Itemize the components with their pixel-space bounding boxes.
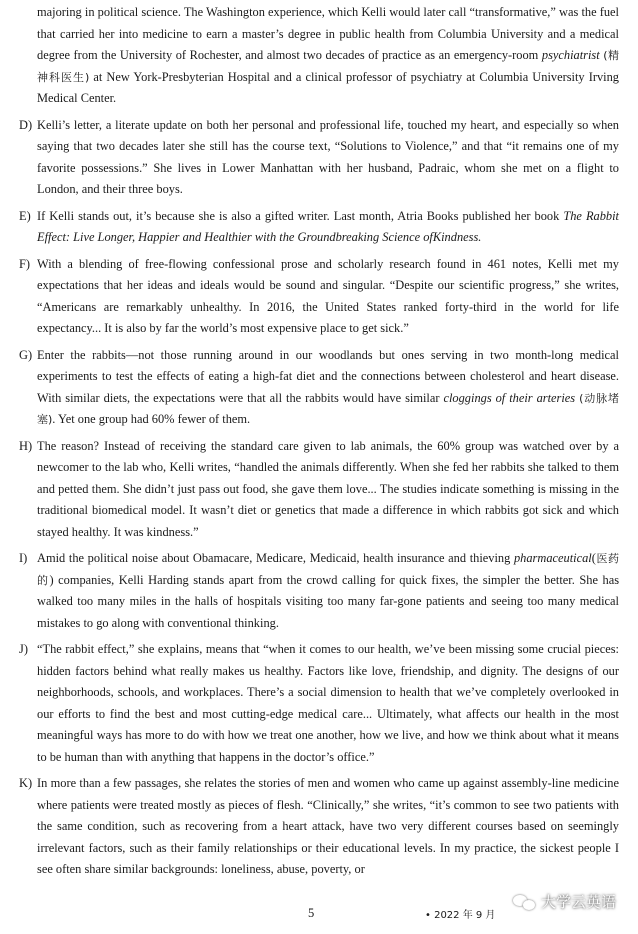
text-segment: ness, abuse, poverty, or — [249, 862, 365, 876]
paragraph-label: G) — [19, 347, 33, 362]
text-segment: ) companies, Kelli Harding stands apart from the crowd calling for quick fixes, the simpler the better. She has walked too many miles in the halls of hospitals visiting too many far-gone patients and seeing too many medical mistakes to go along with conventional thinking. — [37, 572, 620, 630]
paragraph-text — [37, 2, 619, 110]
text-segment: With a blending of free-flowing confessional prose and scholarly research found in 461 notes, Kelli met my expectations that her ideas and ideals would be sound and singular. “Despite our scientific progress,” she writes, “Americans are remarkably unhealthy. In 2016, the United States ranked forty-third in the world for life expectancy... It is also by far the world’s most expensive place to get sick.” — [37, 256, 619, 335]
paragraph-h — [19, 436, 619, 544]
italic-term: psychiatrist — [541, 48, 600, 62]
text-segment: Kelli’s letter, a literate update on both her personal and professional life, touched my heart, and especially so when saying that two decades later she still has the course text, “Solutions to Violence,” and that “it remains one of my favorite possessions.” She lives in Lower Manhattan with her husband, Padraic, whom she met on a flight to London, and their three boys. — [37, 117, 619, 196]
watermark — [513, 892, 616, 914]
paragraph-continued — [19, 2, 619, 110]
paragraph-j — [19, 639, 619, 768]
chinese-gloss: 医药的 — [37, 552, 619, 587]
text-segment: The reason? Instead of receiving the standard care given to lab animals, the 60% group was watched over by a newcomer to the lab who, Kelli writes, “handled the animals differently. When she fed her rabbits she talked to them and petted them. She didn’t just pass out food, she gave them love... The studies indicate something is missing in the traditional biomedical model. It wasn’t diet or genetics that made a difference in which rabbits got sick and which stayed healthy. It was kindness.” — [37, 438, 619, 539]
chinese-gloss: (动脉堵塞) — [37, 391, 619, 426]
paragraph-label: J) — [19, 642, 28, 656]
paragraph-text — [37, 639, 619, 768]
italic-term: cloggings of their arteries — [443, 390, 576, 405]
document-body — [19, 2, 619, 881]
wechat-icon — [513, 893, 537, 913]
paragraph-label: D) — [19, 117, 33, 132]
text-segment: Amid the political noise about Obamacare, Medicare, Medicaid, health insurance and thieving — [37, 551, 514, 565]
paragraph-text — [37, 436, 619, 544]
exam-date: • 2022 年 9 月 — [425, 910, 496, 921]
text-segment: If Kelli stands out, it’s because she is also a gifted writer. Last month, Atria Books published her book — [37, 208, 564, 223]
paragraph-e — [19, 206, 619, 249]
text-segment: In more than a few passages, she relates the stories of men and women who came up against assembly-line medicine where patients were treated mostly as pieces of flesh. “Clinically,” she writes, “it’s common to see two patients with the same condition, such as recovering from a heart attack, have two very different courses based on seemingly irrelevant factors, such as their family relationships or their educational levels. In my practice, the sickest people I see often share similar backgrounds: loneli — [37, 776, 619, 876]
text-segment: Enter the rabbits—not those running around in our woodlands but ones serving in two month-long medical experiments to test the effects of eating a high-fat diet and the connections between cholesterol and heart disease. With similar diets, the expectations were that all the rabbits would have similar — [37, 347, 619, 405]
text-segment: at New York-Presbyterian Hospital and a clinical professor of psychiatry at Columbia University Irving Medical Center. — [37, 69, 619, 105]
paragraph-label: I) — [19, 551, 28, 565]
paragraph-f — [19, 254, 619, 340]
paragraph-g — [19, 345, 619, 431]
text-segment: ( — [591, 551, 596, 565]
paragraph-d — [19, 115, 619, 201]
paragraph-label: H) — [19, 438, 33, 453]
paragraph-text — [37, 773, 619, 881]
text-segment: “The rabbit effect,” she explains, means that “when it comes to our health, we’ve been missing some crucial pieces: hidden factors behind what really makes us healthy. Factors like love, friendship, and dignity. The designs of our neighborhoods, schools, and workplaces. There’s a social dimension to health that we’ve completely overlooked in our efforts to find the best and most cutting-edge medical care... Ultimately, what affects our health in the most meaningful ways has more to do with how we treat one another, how we live, and how we think about what it means to be human than with anything that happens in the doctor’s office.” — [37, 642, 619, 764]
text-segment: . Yet one group had 60% fewer of them. — [52, 412, 251, 426]
paragraph-i — [19, 548, 619, 634]
italic-term: The Rabbit Effect: Live Longer, Happier and Healthier with the Groundbreaking Science ofKindness. — [37, 208, 619, 244]
paragraph-k — [19, 773, 619, 881]
paragraph-label: E) — [19, 208, 31, 223]
italic-term: pharmaceutical — [513, 551, 592, 565]
chinese-gloss: (精神科医生) — [37, 49, 619, 84]
paragraph-label: F) — [19, 256, 31, 271]
page-number: 5 — [308, 906, 315, 920]
paragraph-text — [37, 345, 619, 431]
text-segment: majoring in political science. The Washington experience, which Kelli would later call “transformative,” was the fuel that carried her into medicine to earn a master’s degree in public health from Columbia University and a medical degree from the University of Rochester, and almost two decades of practice as an emergency-room — [37, 5, 619, 62]
paragraph-text — [37, 115, 619, 201]
paragraph-text — [37, 254, 619, 340]
watermark-text: 大学云英语 — [541, 893, 617, 911]
paragraph-text — [37, 548, 619, 634]
paragraph-label: K) — [19, 776, 33, 790]
paragraph-text — [37, 206, 619, 249]
